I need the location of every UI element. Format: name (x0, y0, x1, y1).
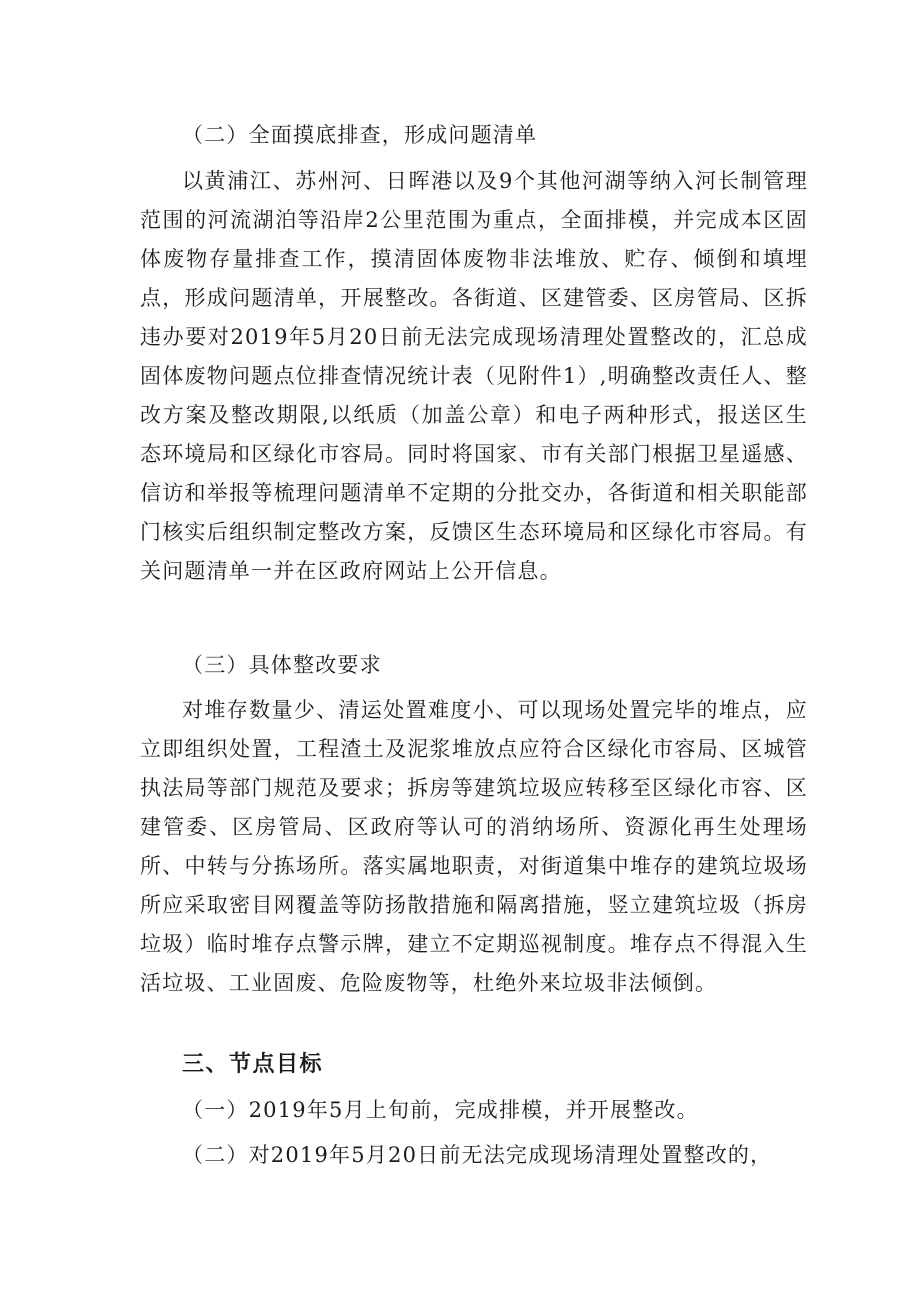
milestone-item-1: （一）2019年5月上旬前，完成排模，并开展整改。 (182, 1098, 699, 1122)
section-heading-rectification-requirements: （三）具体整改要求 (182, 653, 382, 677)
section-heading-comprehensive-survey: （二）全面摸底排查，形成问题清单 (182, 123, 538, 147)
paragraph-rectification-details: 对堆存数量少、清运处置难度小、可以现场处置完毕的堆点，应立即组织处置，工程渣土及泥浆堆放点应符合区绿化市容局、区城管执法局等部门规范及要求；拆房等建筑垃圾应转移至区绿化市容、区建管委、区房管局、区政府等认可的消纳场所、资源化再生处理场所、中转与分拣场所。落实属地职责，对街道集中堆存的建筑垃圾场所应采取密目网覆盖等防扬散措施和隔离措施，竖立建筑垃圾（拆房垃圾）临时堆存点警示牌，建立不定期巡视制度。堆存点不得混入生活垃圾、工业固废、危险废物等，杜绝外来垃圾非法倾倒。 (140, 698, 808, 995)
paragraph-survey-details: 以黄浦江、苏州河、日晖港以及9个其他河湖等纳入河长制管理范围的河流湖泊等沿岸2公里范围为重点，全面排模，并完成本区固体废物存量排查工作，摸清固体废物非法堆放、贮存、倾倒和填埋点，形成问题清单，开展整改。各街道、区建管委、区房管局、区拆违办要对2019年5月20日前无法完成现场清理处置整改的，汇总成固体废物问题点位排查情况统计表（见附件1）,明确整改责任人、整改方案及整改期限,以纸质（加盖公章）和电子两种形式，报送区生态环境局和区绿化市容局。同时将国家、市有关部门根据卫星遥感、信访和举报等梳理问题清单不定期的分批交办，各街道和相关职能部门核实后组织制定整改方案，反馈区生态环境局和区绿化市容局。有关问题清单一并在区政府网站上公开信息。 (140, 169, 808, 583)
milestone-item-2: （二）对2019年5月20日前无法完成现场清理处置整改的， (182, 1143, 773, 1167)
chapter-heading-milestones: 三、节点目标 (182, 1052, 324, 1077)
